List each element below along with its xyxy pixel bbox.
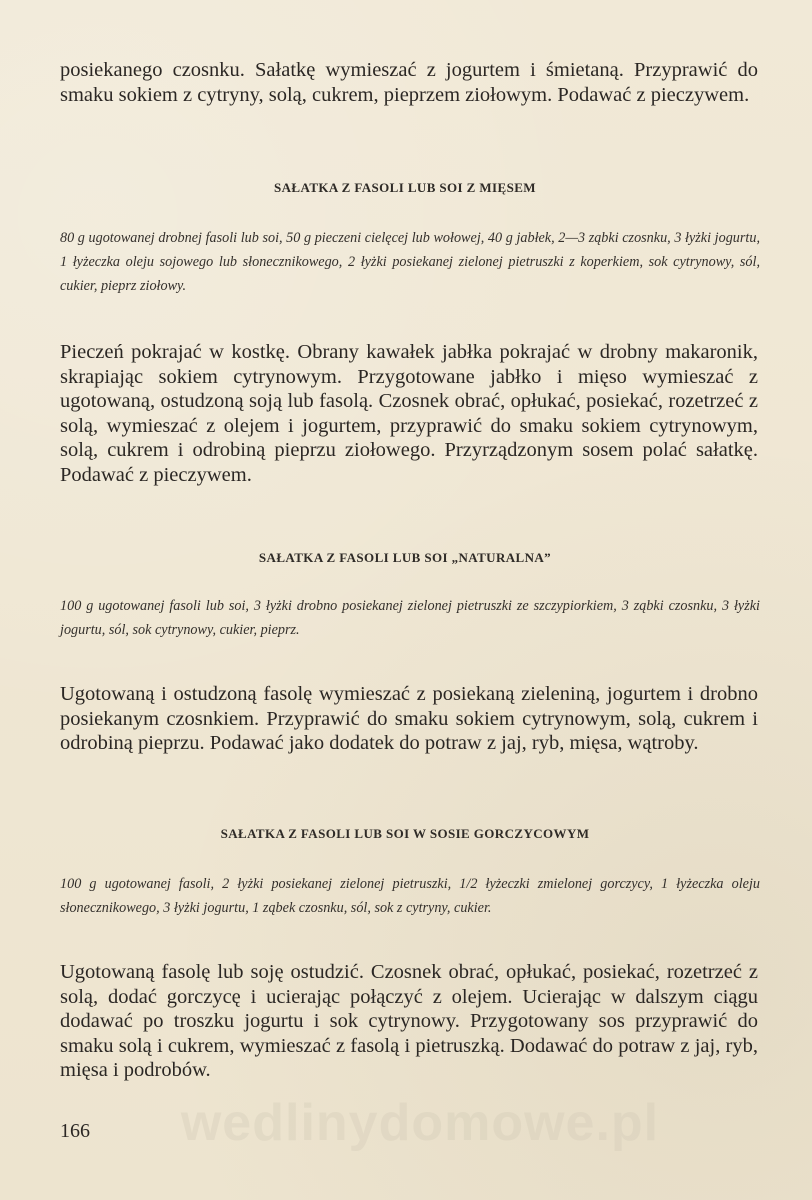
recipe-3-title: SAŁATKA Z FASOLI LUB SOI W SOSIE GORCZYCOWYM — [220, 826, 590, 841]
intro-paragraph: posiekanego czosnku. Sałatkę wymieszać z jogurtem i śmietaną. Przyprawić do smaku sokiem z cytryny, solą, cukrem, pieprzem ziołowym. Podawać z pieczywem. — [60, 59, 758, 106]
recipe-1-title: SAŁATKA Z FASOLI LUB SOI Z MIĘSEM — [274, 180, 536, 195]
watermark: wedlinydomowe.pl — [180, 1094, 660, 1152]
recipe-1-instructions: Pieczeń pokrajać w kostkę. Obrany kawałek jabłka pokrajać w drobny makaronik, skrapiając sokiem cytrynowym. Przygotowane jabłko i mięso wymieszać z ugotowaną, ostudzoną soją lub fasolą. Czosnek obrać, opłukać, posiekać, rozetrzeć z solą, wymieszać z olejem i jogurtem, przyprawić do smaku sokiem cytrynowym, solą, cukrem i odrobiną pieprzu ziołowego. Przyrządzonym sosem polać sałatkę. Podawać z pieczywem. — [60, 341, 758, 486]
recipe-1-ingredients: 80 g ugotowanej drobnej fasoli lub soi, 50 g pieczeni cielęcej lub wołowej, 40 g jabłek, 2—3 ząbki czosnku, 3 łyżki jogurtu, 1 łyżeczka oleju sojowego lub słonecznikowego, 2 łyżki posiekanej zielonej pietruszki z koperkiem, sok cytrynowy, sól, cukier, pieprz ziołowy. — [60, 230, 760, 294]
recipe-3-instructions: Ugotowaną fasolę lub soję ostudzić. Czosnek obrać, opłukać, posiekać, rozetrzeć z solą, dodać gorczycę i ucierając połączyć z olejem. Ucierając w dalszym ciągu dodawać po troszku jogurtu i sok cytrynowy. Przygotowany sos przyprawić do smaku solą i cukrem, wymieszać z fasolą i pietruszką. Dodawać do potraw z jaj, ryb, mięsa i podrobów. — [60, 961, 758, 1082]
recipe-2-title: SAŁATKA Z FASOLI LUB SOI „NATURALNA” — [258, 550, 552, 565]
recipe-3-ingredients: 100 g ugotowanej fasoli, 2 łyżki posiekanej zielonej pietruszki, 1/2 łyżeczki zmielonej gorczycy, 1 łyżeczka oleju słonecznikowego, 3 łyżki jogurtu, 1 ząbek czosnku, sól, sok z cytryny, cukier. — [60, 876, 760, 916]
recipe-2-ingredients: 100 g ugotowanej fasoli lub soi, 3 łyżki drobno posiekanej zielonej pietruszki ze szczypiorkiem, 3 ząbki czosnku, 3 łyżki jogurtu, sól, sok cytrynowy, cukier, pieprz. — [60, 598, 760, 638]
page-number: 166 — [60, 1120, 90, 1142]
recipe-2-instructions: Ugotowaną i ostudzoną fasolę wymieszać z posiekaną zieleniną, jogurtem i drobno posiekanym czosnkiem. Przyprawić do smaku sokiem cytrynowym, solą, cukrem i odrobiną pieprzu. Podawać jako dodatek do potraw z jaj, ryb, mięsa, wątroby. — [60, 683, 758, 755]
